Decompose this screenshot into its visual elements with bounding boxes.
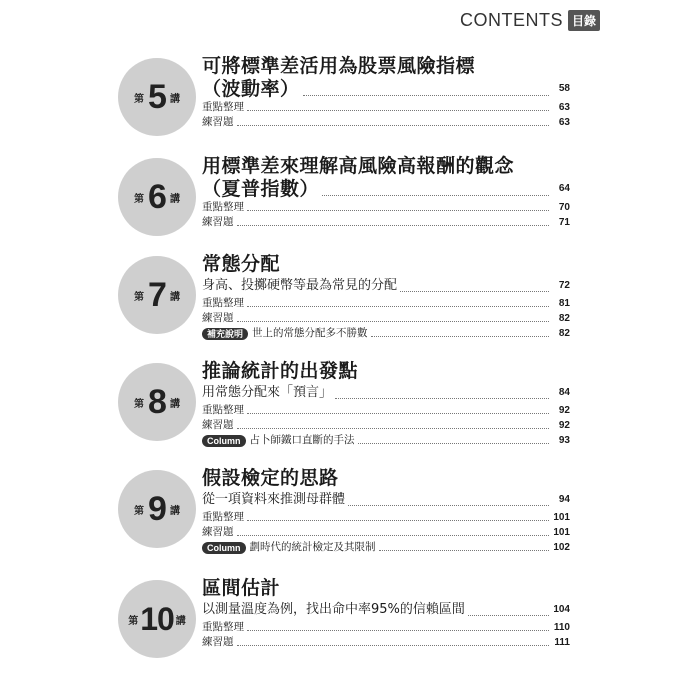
toc-entry[interactable]: 重點整理 92	[202, 404, 570, 416]
lecture-number: 6	[148, 177, 166, 216]
page-number: 101	[553, 527, 570, 538]
lecture-6	[0, 155, 700, 255]
dot-leader	[237, 225, 550, 226]
toc-entry[interactable]: 練習題 63	[202, 116, 570, 128]
toc-entry[interactable]: 以測量溫度為例，找出命中率95%的信賴區間 104	[202, 600, 570, 620]
dot-leader	[247, 630, 549, 631]
page-number: 104	[553, 604, 570, 615]
page-number: 64	[558, 183, 570, 194]
toc-entry[interactable]: 從一項資料來推測母群體 94	[202, 490, 570, 510]
dot-leader	[237, 645, 550, 646]
dot-leader	[400, 291, 549, 292]
column-tag: Column	[202, 542, 246, 554]
dot-leader	[247, 520, 549, 521]
lecture-title: 用標準差來理解高風險高報酬的觀念	[202, 155, 515, 177]
page-number: 71	[558, 217, 570, 228]
page-number: 101	[553, 512, 570, 523]
toc-entry[interactable]: 用常態分配來「預言」 84	[202, 383, 570, 403]
page-number: 92	[558, 405, 570, 416]
lecture-number: 9	[148, 489, 166, 528]
page-number: 70	[558, 202, 570, 213]
dot-leader	[237, 535, 550, 536]
lecture-5	[0, 55, 700, 155]
page-number: 84	[558, 387, 570, 398]
lecture-number: 10	[140, 600, 174, 637]
contents-header	[460, 8, 600, 32]
contents-title: CONTENTS	[459, 9, 563, 30]
dot-leader	[379, 550, 550, 551]
lecture-title: 推論統計的出發點	[202, 360, 359, 382]
dot-leader	[237, 321, 550, 322]
toc-entry[interactable]: （夏普指數） 64	[202, 178, 570, 200]
toc-entry[interactable]: 重點整理 70	[202, 201, 570, 213]
lecture-number-badge: 第 6 講	[118, 158, 196, 236]
lecture-title: 區間估計	[202, 577, 281, 599]
dot-leader	[358, 443, 550, 444]
page-number: 82	[558, 328, 570, 339]
toc-entry[interactable]: 重點整理 110	[202, 621, 570, 633]
lecture-number: 7	[148, 275, 166, 314]
lecture-number: 5	[148, 77, 166, 116]
toc-entry-supplement[interactable]: 補充說明 世上的常態分配多不勝數 82	[202, 326, 570, 341]
page-number: 63	[558, 117, 570, 128]
toc-entry[interactable]: 練習題 92	[202, 419, 570, 431]
toc-entry[interactable]: 重點整理 63	[202, 101, 570, 113]
lecture-number-badge: 第 9 講	[118, 470, 196, 548]
dot-leader	[468, 615, 549, 616]
lecture-9	[0, 467, 700, 567]
lecture-number-badge: 第 5 講	[118, 58, 196, 136]
toc-entry-column[interactable]: Column 劃時代的統計檢定及其限制 102	[202, 540, 570, 555]
toc-entry[interactable]: （波動率） 58	[202, 78, 570, 100]
lecture-number-badge: 第 7 講	[118, 256, 196, 334]
lecture-10	[0, 577, 700, 677]
page-number: 102	[553, 542, 570, 553]
page-number: 93	[558, 435, 570, 446]
toc-entry[interactable]: 練習題 82	[202, 312, 570, 324]
page-number: 82	[558, 313, 570, 324]
dot-leader	[247, 210, 549, 211]
lecture-7	[0, 253, 700, 353]
dot-leader	[237, 125, 550, 126]
dot-leader	[237, 428, 550, 429]
dot-leader	[303, 95, 549, 96]
page-number: 72	[558, 280, 570, 291]
page-number: 94	[558, 494, 570, 505]
toc-entry[interactable]: 重點整理 101	[202, 511, 570, 523]
page-number: 92	[558, 420, 570, 431]
toc-entry[interactable]: 重點整理 81	[202, 297, 570, 309]
lecture-title: 常態分配	[202, 253, 281, 275]
dot-leader	[335, 398, 549, 399]
contents-badge: 目錄	[568, 10, 600, 31]
lecture-title: 可將標準差活用為股票風險指標	[202, 55, 476, 77]
page-number: 110	[553, 622, 570, 633]
page-number: 81	[558, 298, 570, 309]
dot-leader	[247, 110, 549, 111]
lecture-number-badge: 第 10 講	[118, 580, 196, 658]
toc-entry[interactable]: 練習題 71	[202, 216, 570, 228]
column-tag: Column	[202, 435, 246, 447]
lecture-title: 假設檢定的思路	[202, 467, 339, 489]
dot-leader	[371, 336, 549, 337]
supplement-tag: 補充說明	[202, 328, 248, 340]
toc-entry[interactable]: 練習題 111	[202, 636, 570, 648]
lecture-number: 8	[148, 382, 166, 421]
lecture-8	[0, 360, 700, 460]
toc-entry[interactable]: 身高、投擲硬幣等最為常見的分配 72	[202, 276, 570, 296]
dot-leader	[348, 505, 549, 506]
dot-leader	[322, 195, 549, 196]
toc-entry-column[interactable]: Column 占卜師鐵口直斷的手法 93	[202, 433, 570, 448]
lecture-number-badge: 第 8 講	[118, 363, 196, 441]
page-number: 58	[558, 83, 570, 94]
toc-entry[interactable]: 練習題 101	[202, 526, 570, 538]
page-number: 111	[554, 637, 570, 648]
dot-leader	[247, 306, 549, 307]
dot-leader	[247, 413, 549, 414]
page-number: 63	[558, 102, 570, 113]
